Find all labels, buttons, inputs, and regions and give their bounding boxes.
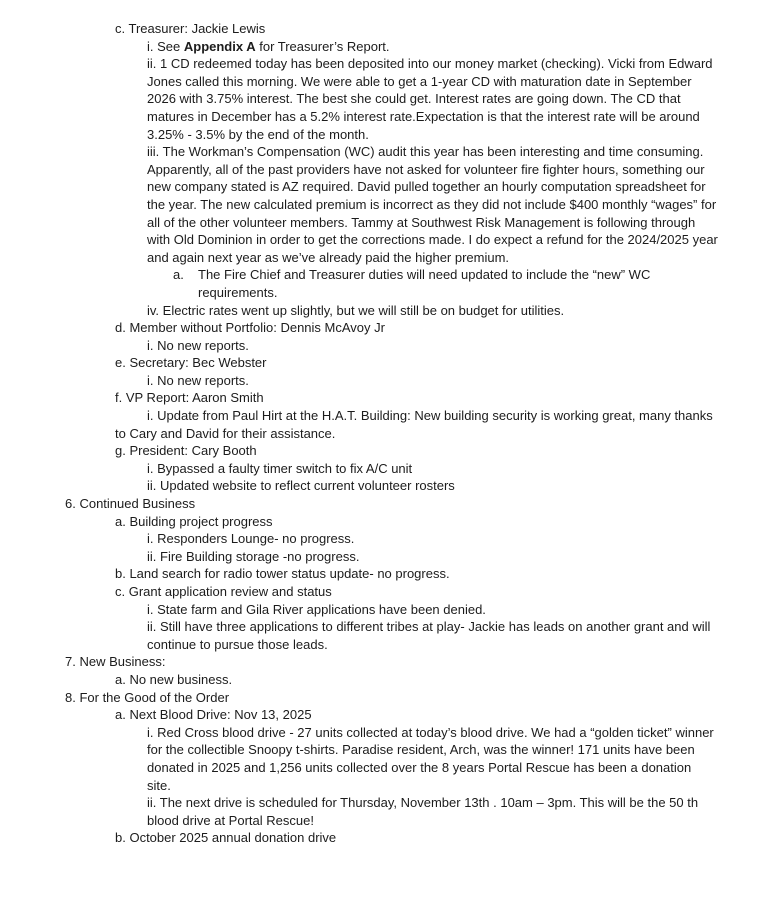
doc-paragraph [115, 583, 718, 601]
text-segment: c. Treasurer: Jackie Lewis [115, 21, 266, 36]
bold-text: Appendix A [183, 38, 256, 54]
text-segment: i. No new reports. [147, 337, 249, 353]
text-segment: b. Land search for radio tower status update- no progress. [115, 566, 450, 582]
text-segment: ii. The next drive is scheduled for Thursday, November 13th . 10am – 3pm. This will be the 50 th blood drive at Portal Rescue! [147, 795, 699, 828]
text-segment: i. Bypassed a faulty timer switch to fix A/C unit [147, 460, 413, 476]
doc-paragraph [147, 302, 718, 320]
text-segment: iv. Electric rates went up slightly, but we will still be on budget for utilities. [147, 302, 565, 318]
doc-paragraph [147, 38, 718, 56]
text-segment: i. No new reports. [147, 372, 249, 388]
text-segment: i. Responders Lounge- no progress. [147, 531, 355, 547]
text-segment: f. VP Report: Aaron Smith [115, 390, 264, 406]
text-segment: 6. Continued Business [65, 496, 196, 512]
doc-paragraph [115, 20, 718, 38]
text-segment: c. Grant application review and status [115, 584, 332, 599]
text-segment: i. See [147, 38, 184, 54]
doc-paragraph [147, 618, 718, 653]
text-segment: b. October 2025 annual donation drive [115, 830, 337, 846]
text-segment: a. Building project progress [115, 513, 273, 529]
doc-paragraph [147, 724, 718, 794]
text-segment: ii. 1 CD redeemed today has been deposited into our money market (checking). Vicki from Edward Jones called this morning. We were able to get a 1-year CD with maturation date in September 2026 with 3.75% interest. The best she could get. Interest rates are going down. The CD that matures in December has a 5.2% interest rate.Expectation is that the interest rate will be around 3.25% - 3.5% by the end of the month. [147, 56, 713, 142]
text-segment: 8. For the Good of the Order [65, 689, 230, 705]
text-segment: ii. Fire Building storage -no progress. [147, 548, 360, 564]
doc-paragraph [65, 495, 718, 513]
text-segment: The Fire Chief and Treasurer duties will need updated to include the “new” WC requirements. [198, 267, 651, 300]
text-segment: e. Secretary: Bec Webster [115, 355, 267, 371]
doc-paragraph [147, 143, 718, 266]
doc-paragraph [115, 442, 718, 460]
doc-paragraph [147, 55, 718, 143]
doc-paragraph [147, 337, 718, 355]
doc-paragraph [147, 794, 718, 829]
doc-paragraph [65, 653, 718, 671]
doc-paragraph [115, 389, 718, 407]
doc-paragraph [147, 548, 718, 566]
doc-paragraph [115, 354, 718, 372]
text-segment: g. President: Cary Booth [115, 443, 257, 459]
doc-paragraph [147, 372, 718, 390]
text-segment: i. Update from Paul Hirt at the H.A.T. Building: New building security is working great, many thanks to Cary and David for their assistance. [115, 408, 713, 441]
text-segment: a. Next Blood Drive: Nov 13, 2025 [115, 707, 312, 723]
text-segment: ii. Still have three applications to different tribes at play- Jackie has leads on another grant and will continue to pursue those leads. [147, 619, 711, 652]
text-segment: ii. Updated website to reflect current volunteer rosters [147, 478, 455, 494]
doc-paragraph [115, 829, 718, 847]
doc-paragraph [115, 565, 718, 583]
text-segment: for Treasurer’s Report. [255, 38, 390, 54]
doc-paragraph [115, 671, 718, 689]
doc-paragraph [147, 601, 718, 619]
doc-paragraph [173, 266, 718, 301]
doc-paragraph [115, 513, 718, 531]
text-segment: i. State farm and Gila River applications have been denied. [147, 601, 486, 617]
doc-paragraph [115, 319, 718, 337]
doc-paragraph [147, 530, 718, 548]
text-segment: iii. The Workman’s Compensation (WC) audit this year has been interesting and time consuming. Apparently, all of the past providers have not asked for volunteer fire fighter hours, something our new company stated is AZ required. David pulled together an hourly computation spreadsheet for the year. The new calculated premium is incorrect as they did not include $400 monthly “wages” for all of the other volunteer members. Tammy at Southwest Risk Management is following through with Old Dominion in order to get the corrections made. I do expect a refund for the 2024/2025 year and again next year as we’ve already paid the higher premium. [147, 144, 718, 265]
doc-paragraph [115, 407, 718, 442]
text-segment: d. Member without Portfolio: Dennis McAvoy Jr [115, 320, 385, 336]
doc-paragraph [65, 689, 718, 707]
text-segment: a. No new business. [115, 671, 233, 687]
list-marker: a. [173, 267, 184, 283]
doc-paragraph [115, 706, 718, 724]
doc-paragraph [147, 477, 718, 495]
text-segment: i. Red Cross blood drive - 27 units collected at today’s blood drive. We had a “golden ticket” winner for the collectible Snoopy t-shirts. Paradise resident, Arch, was the winner! 171 units have been donated in 2025 and 1,256 units collected over the 8 years Portal Rescue has been a donation site. [147, 724, 714, 793]
text-segment: 7. New Business: [65, 654, 166, 670]
doc-paragraph [147, 460, 718, 478]
